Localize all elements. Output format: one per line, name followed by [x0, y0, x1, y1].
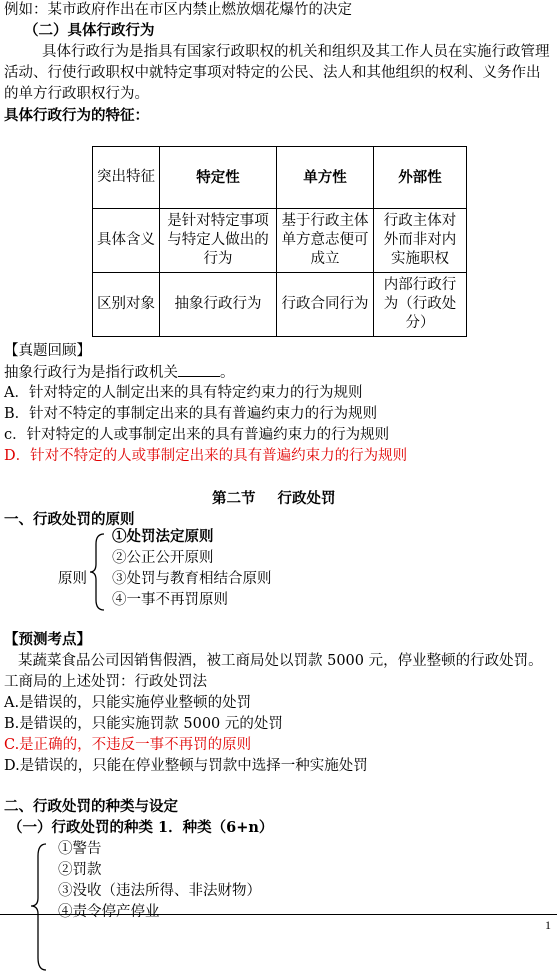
page-divider	[0, 914, 557, 915]
features-heading: 具体行政行为的特征：	[4, 107, 149, 124]
table-cell: 行政合同行为	[277, 273, 374, 337]
table-cell: 基于行政主体单方意志便可成立	[277, 209, 374, 273]
table-cell: 内部行政行为（行政处分）	[374, 273, 467, 337]
forecast-heading: 【预测考点】	[4, 631, 91, 648]
review-question	[4, 362, 235, 383]
review-option-d-correct: D．针对不特定的人或事制定出来的具有普遍约束力的行为规则	[4, 448, 408, 464]
review-heading: 【真题回顾】	[4, 343, 91, 359]
table-header-cell: 单方性	[277, 147, 374, 209]
principle-item: ③处罚与教育相结合原则	[112, 571, 272, 587]
forecast-option-b: B.是错误的，只能实施罚款 5000 元的处罚	[4, 716, 283, 732]
review-option-a: A．针对特定的人制定出来的具有特定约束力的行为规则	[4, 385, 363, 401]
table-row	[93, 273, 467, 337]
principles-label: 原则	[58, 571, 87, 587]
principles-heading: 一、行政处罚的原则	[4, 511, 135, 528]
question-prefix: 抽象行政行为是指行政机关	[4, 365, 178, 381]
type-item: ②罚款	[58, 862, 102, 878]
features-table	[92, 146, 467, 337]
chapter-heading	[212, 489, 336, 509]
chapter-number: 第二节	[212, 490, 256, 507]
principle-item: ①处罚法定原则	[112, 528, 214, 545]
type-item: ①警告	[58, 841, 102, 857]
section-heading-specific-act: （二）具体行政行为	[24, 22, 155, 39]
review-option-b: B．针对不特定的事制定出来的具有普遍约束力的行为规则	[4, 406, 378, 422]
table-row	[93, 209, 467, 273]
table-cell: 具体含义	[93, 209, 160, 273]
types-heading: 二、行政处罚的种类与设定	[4, 798, 178, 815]
table-header-cell: 突出特征	[93, 147, 160, 209]
table-cell: 抽象行政行为	[160, 273, 277, 337]
table-cell: 区别对象	[93, 273, 160, 337]
table-header-row	[93, 147, 467, 209]
page-number: 1	[545, 918, 551, 932]
forecast-option-c-correct: C.是正确的，不违反一事不再罚的原则	[4, 737, 252, 753]
intro-example: 例如：某市政府作出在市区内禁止燃放烟花爆竹的决定	[4, 2, 352, 18]
forecast-stem: 某蔬菜食品公司因销售假酒，被工商局处以罚款 5000 元，停业整顿的行政处罚。工商局的上述处罚：行政处罚法	[4, 653, 543, 690]
forecast-option-a: A.是错误的，只能实施停业整顿的处罚	[4, 695, 252, 711]
curly-brace-icon	[28, 842, 48, 972]
types-subheading: （一）行政处罚的种类 1．种类（6+n）	[8, 819, 274, 836]
type-item: ③没收（违法所得、非法财物）	[58, 883, 261, 899]
curly-brace-icon	[88, 532, 106, 612]
table-cell: 行政主体对外而非对内实施职权	[374, 209, 467, 273]
review-option-c: c．针对特定的人或事制定出来的具有普遍约束力的行为规则	[4, 427, 390, 443]
table-header-cell: 特定性	[160, 147, 277, 209]
type-item: ④责令停产停业	[58, 904, 160, 920]
chapter-title: 行政处罚	[277, 490, 336, 507]
table-header-cell: 外部性	[374, 147, 467, 209]
question-suffix: 。	[220, 365, 235, 381]
definition-paragraph: 具体行政行为是指具有国家行政职权的机关和组织及其工作人员在实施行政管理活动、行使行政职权中就特定事项对特定的公民、法人和其他组织的权利、义务作出的单方行政职权行为。	[4, 44, 550, 102]
forecast-option-d: D.是错误的，只能在停业整顿与罚款中选择一种实施处罚	[4, 758, 368, 774]
table-cell: 是针对特定事项与特定人做出的行为	[160, 209, 277, 273]
answer-blank	[178, 362, 220, 377]
principle-item: ②公正公开原则	[112, 550, 214, 566]
principle-item: ④一事不再罚原则	[112, 592, 228, 608]
